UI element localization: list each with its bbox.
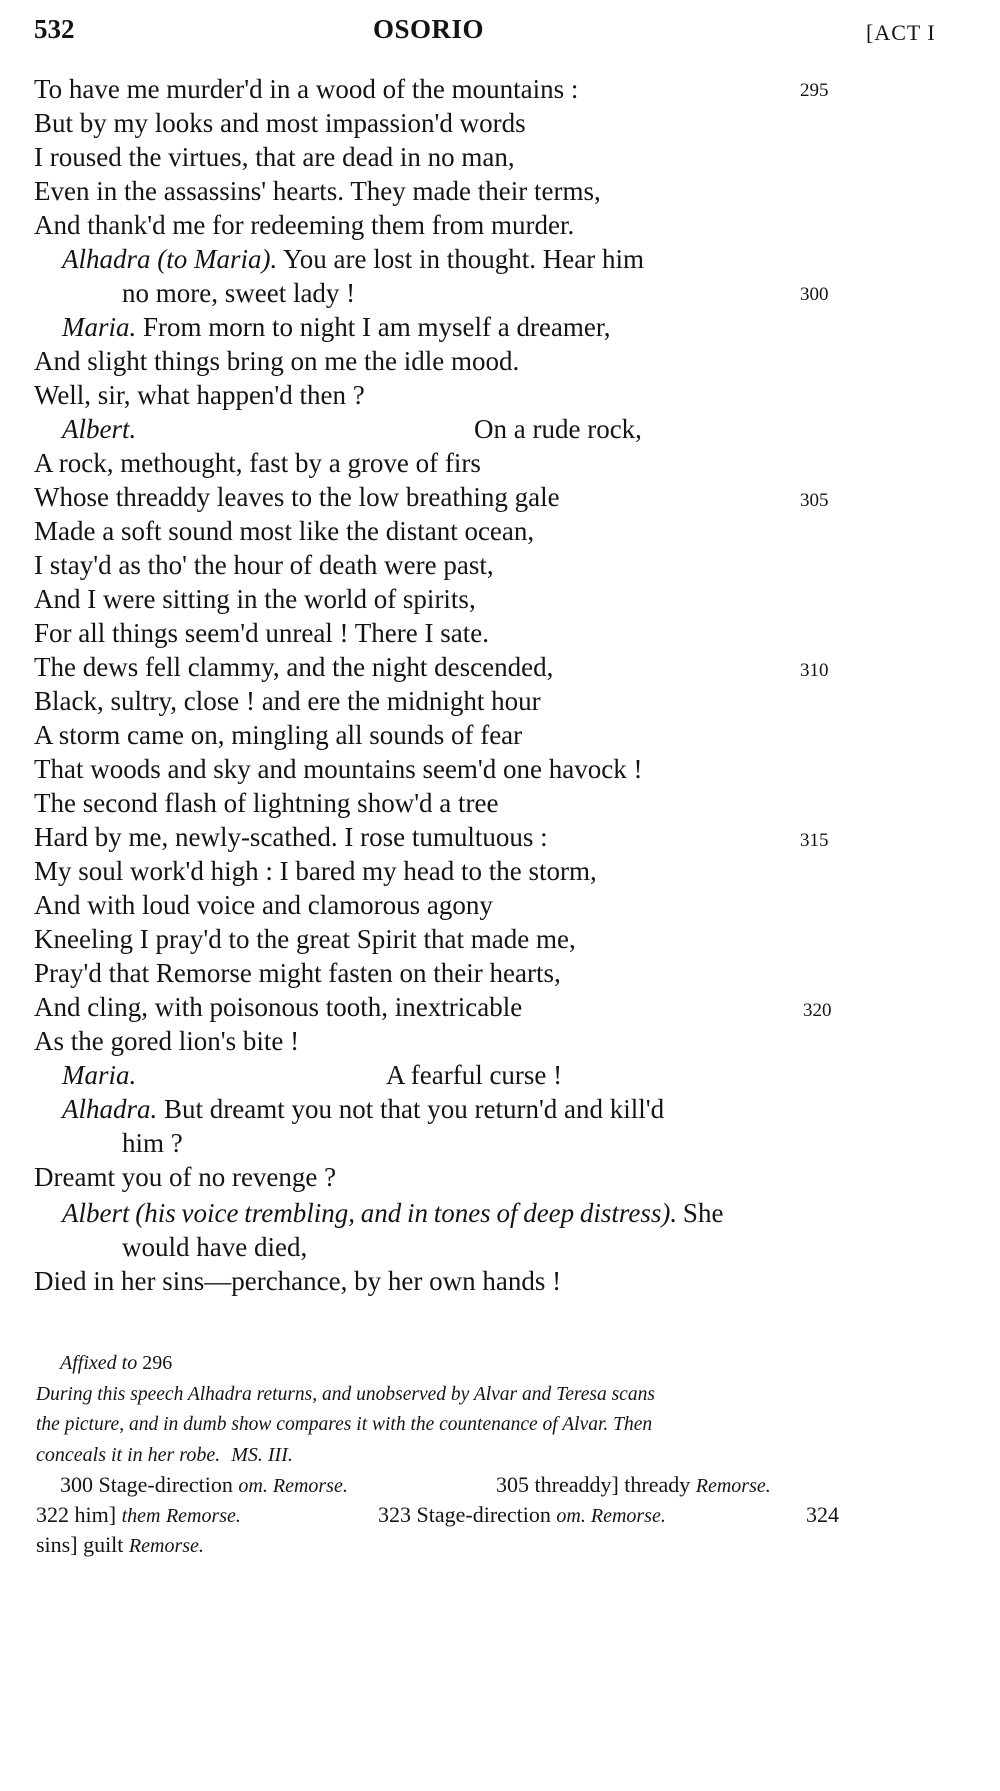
act-label: [ACT I bbox=[866, 20, 936, 45]
page-number: 532 bbox=[34, 14, 75, 44]
variant-line-number: 322 bbox=[36, 1502, 69, 1527]
speaker-label: Albert. bbox=[62, 414, 137, 444]
variant-source: om. Remorse. bbox=[556, 1505, 666, 1527]
stage-direction: (to Maria). bbox=[157, 244, 278, 274]
verse-line: Dreamt you of no revenge ? bbox=[34, 1162, 337, 1192]
variant-note bbox=[36, 1530, 204, 1561]
speech-text: You are lost in thought. Hear him bbox=[283, 244, 644, 274]
variant-source: om. Remorse. bbox=[238, 1475, 348, 1497]
verse-line: My soul work'd high : I bared my head to the storm, bbox=[34, 856, 597, 886]
speech-text: A fearful curse ! bbox=[386, 1060, 563, 1090]
variant-line-number: 305 bbox=[496, 1472, 529, 1497]
variant-note bbox=[378, 1500, 666, 1531]
verse-line: And I were sitting in the world of spirits, bbox=[34, 584, 476, 614]
footnote-source: MS. III. bbox=[231, 1444, 293, 1466]
variant-line-number: 300 bbox=[60, 1472, 93, 1497]
variant-reading: them bbox=[121, 1505, 161, 1527]
variant-reading: thready bbox=[624, 1472, 691, 1497]
verse-line: Pray'd that Remorse might fasten on their hearts, bbox=[34, 958, 561, 988]
variant-lemma: threaddy] bbox=[534, 1472, 619, 1497]
verse-line: would have died, bbox=[122, 1232, 308, 1262]
footnote-heading-number: 296 bbox=[142, 1352, 173, 1374]
variant-lemma: sins] bbox=[36, 1532, 78, 1557]
verse-line: Died in her sins—perchance, by her own hands ! bbox=[34, 1266, 562, 1296]
stage-direction: (his voice trembling, and in tones of deep distress). bbox=[135, 1198, 678, 1228]
speaker-name bbox=[62, 1058, 136, 1092]
speaker-label: Maria. bbox=[62, 1060, 137, 1090]
variant-note bbox=[60, 1470, 348, 1501]
speaker-name: Alhadra. bbox=[62, 1094, 158, 1124]
variant-source: Remorse. bbox=[165, 1505, 241, 1527]
speech-line bbox=[62, 310, 611, 344]
verse-line: That woods and sky and mountains seem'd one havock ! bbox=[34, 754, 643, 784]
line-number: 295 bbox=[800, 80, 829, 101]
verse-line: And with loud voice and clamorous agony bbox=[34, 890, 493, 920]
verse-line: But by my looks and most impassion'd words bbox=[34, 108, 526, 138]
variant-lemma: him] bbox=[74, 1502, 117, 1527]
variant-lemma: Stage-direction bbox=[98, 1472, 233, 1497]
line-number: 305 bbox=[800, 490, 829, 511]
verse-line: And cling, with poisonous tooth, inextricable bbox=[34, 992, 523, 1022]
verse-line: And slight things bring on me the idle mood. bbox=[34, 346, 520, 376]
verse-line: Black, sultry, close ! and ere the midnight hour bbox=[34, 686, 541, 716]
verse-line: I roused the virtues, that are dead in no man, bbox=[34, 142, 515, 172]
speech-line bbox=[62, 1092, 664, 1126]
speaker-name: Alhadra bbox=[62, 244, 151, 274]
variant-line-number: 324 bbox=[806, 1502, 839, 1527]
verse-line: no more, sweet lady ! bbox=[122, 278, 356, 308]
variant-source: Remorse. bbox=[695, 1475, 771, 1497]
speech-line bbox=[62, 1196, 723, 1230]
footnote-heading bbox=[60, 1352, 172, 1375]
variant-note bbox=[496, 1470, 771, 1501]
verse-line: him ? bbox=[122, 1128, 183, 1158]
speech-text: On a rude rock, bbox=[474, 414, 642, 444]
running-title: OSORIO bbox=[373, 14, 485, 44]
line-number: 300 bbox=[800, 284, 829, 305]
verse-line: Hard by me, newly-scathed. I rose tumultuous : bbox=[34, 822, 548, 852]
speaker-name: Maria. bbox=[62, 312, 137, 342]
verse-line: And thank'd me for redeeming them from murder. bbox=[34, 210, 575, 240]
verse-line: To have me murder'd in a wood of the mountains : bbox=[34, 74, 579, 104]
footnote-text-part: conceals it in her robe. bbox=[36, 1444, 221, 1466]
verse-line: The second flash of lightning show'd a tree bbox=[34, 788, 499, 818]
footnote-text bbox=[36, 1440, 293, 1470]
footnote-heading-label: Affixed to bbox=[60, 1352, 138, 1374]
verse-line: A storm came on, mingling all sounds of fear bbox=[34, 720, 523, 750]
line-number: 315 bbox=[800, 830, 829, 851]
verse-line: Made a soft sound most like the distant ocean, bbox=[34, 516, 535, 546]
variant-source: Remorse. bbox=[128, 1535, 204, 1557]
line-number: 310 bbox=[800, 660, 829, 681]
speaker-name: Albert bbox=[62, 1198, 130, 1228]
speech-text: From morn to night I am myself a dreamer, bbox=[143, 312, 611, 342]
line-number: 320 bbox=[803, 1000, 832, 1021]
speaker-name bbox=[62, 412, 136, 446]
variant-reading: guilt bbox=[83, 1532, 124, 1557]
verse-line: Whose threaddy leaves to the low breathing gale bbox=[34, 482, 560, 512]
verse-line: As the gored lion's bite ! bbox=[34, 1026, 300, 1056]
verse-line: Kneeling I pray'd to the great Spirit that made me, bbox=[34, 924, 576, 954]
footnote-text: During this speech Alhadra returns, and unobserved by Alvar and Teresa scans bbox=[36, 1384, 655, 1405]
verse-line: Even in the assassins' hearts. They made their terms, bbox=[34, 176, 601, 206]
speech-line bbox=[62, 242, 644, 276]
speech-text: She bbox=[682, 1198, 724, 1228]
verse-line: The dews fell clammy, and the night descended, bbox=[34, 652, 554, 682]
variant-line-number: 323 bbox=[378, 1502, 411, 1527]
speech-text: But dreamt you not that you return'd and kill'd bbox=[164, 1094, 665, 1124]
variant-note bbox=[36, 1500, 241, 1531]
variant-lemma: Stage-direction bbox=[416, 1502, 551, 1527]
footnote-text: the picture, and in dumb show compares it with the countenance of Alvar. Then bbox=[36, 1414, 653, 1435]
verse-line: I stay'd as tho' the hour of death were past, bbox=[34, 550, 494, 580]
verse-line: For all things seem'd unreal ! There I sate. bbox=[34, 618, 489, 648]
verse-line: A rock, methought, fast by a grove of firs bbox=[34, 448, 481, 478]
verse-line: Well, sir, what happen'd then ? bbox=[34, 380, 365, 410]
